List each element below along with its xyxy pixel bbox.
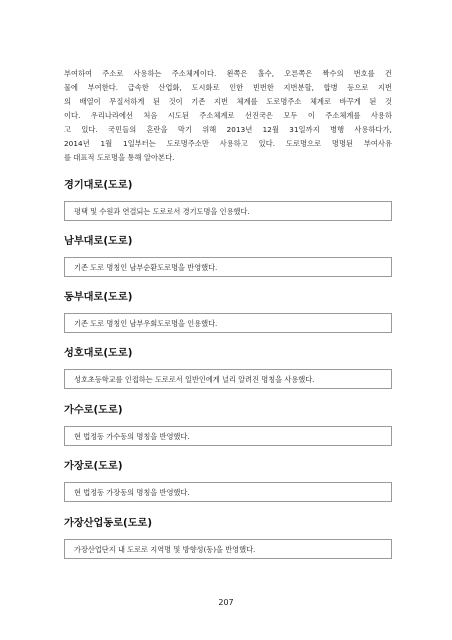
intro-line: 물에 부여한다. 급속한 산업화, 도시화로 인한 빈번한 지번분할, 합병 등으로 지번 xyxy=(64,83,392,92)
description-box xyxy=(64,426,392,446)
section-title: 남부대로(도로) xyxy=(64,236,133,247)
description-box xyxy=(64,313,392,333)
section-title: 가장로(도로) xyxy=(64,461,123,472)
section-title: 성호대로(도로) xyxy=(64,348,133,359)
intro-line: 고 있다. 국민들의 혼란을 막기 위해 2013년 12월 31일까지 병행 사용하다가, xyxy=(64,125,392,134)
road-section xyxy=(64,404,392,441)
description-box xyxy=(64,257,392,277)
page-number: 207 xyxy=(218,598,234,607)
description-box xyxy=(64,539,392,559)
section-title: 가수로(도로) xyxy=(64,405,123,416)
road-section xyxy=(64,291,392,328)
section-description: 현 법정동 가장동의 명칭을 반영했다. xyxy=(74,488,190,497)
section-description: 기존 도로 명칭인 남부순환도로명을 반영했다. xyxy=(74,263,218,272)
intro-line: 의 배열이 무질서하게 된 것이 기존 지번 체계를 도로명주소 체계로 바꾸게 된 것 xyxy=(64,97,392,106)
description-box xyxy=(64,201,392,221)
intro-line: 를 대표적 도로명을 통해 알아본다. xyxy=(64,153,175,162)
road-section xyxy=(64,517,392,554)
section-title: 가장산업동로(도로) xyxy=(64,518,153,529)
intro-line: 부여하여 주소로 사용하는 주소체계이다. 왼쪽은 홀수, 오른쪽은 짝수의 번호를 건 xyxy=(64,69,392,78)
intro-paragraph xyxy=(64,67,392,165)
road-section xyxy=(64,347,392,384)
section-description: 현 법정동 가수동의 명칭을 반영했다. xyxy=(74,432,190,441)
road-section xyxy=(64,235,392,272)
intro-line: 2014년 1월 1일부터는 도로명주소만 사용하고 있다. 도로명으로 명명된 부여사유 xyxy=(64,139,392,148)
section-description: 평택 및 수원과 연결되는 도로로서 경기도명을 인용했다. xyxy=(74,207,250,216)
road-section xyxy=(64,179,392,216)
section-description: 성호초등학교를 인접하는 도로로서 일반인에게 널리 알려진 명칭을 사용했다. xyxy=(74,375,315,384)
intro-line: 이다. 우리나라에선 처음 시도된 주소체계로 선진국은 모두 이 주소체계를 사용하 xyxy=(64,111,392,120)
section-title: 경기대로(도로) xyxy=(64,180,133,191)
description-box xyxy=(64,482,392,502)
road-section xyxy=(64,460,392,497)
section-title: 동부대로(도로) xyxy=(64,292,133,303)
description-box xyxy=(64,369,392,389)
section-description: 가장산업단지 내 도로로 지역명 및 방향성(동)을 반영했다. xyxy=(74,545,256,554)
section-description: 기존 도로 명칭인 남부우회도로명을 인용했다. xyxy=(74,319,218,328)
